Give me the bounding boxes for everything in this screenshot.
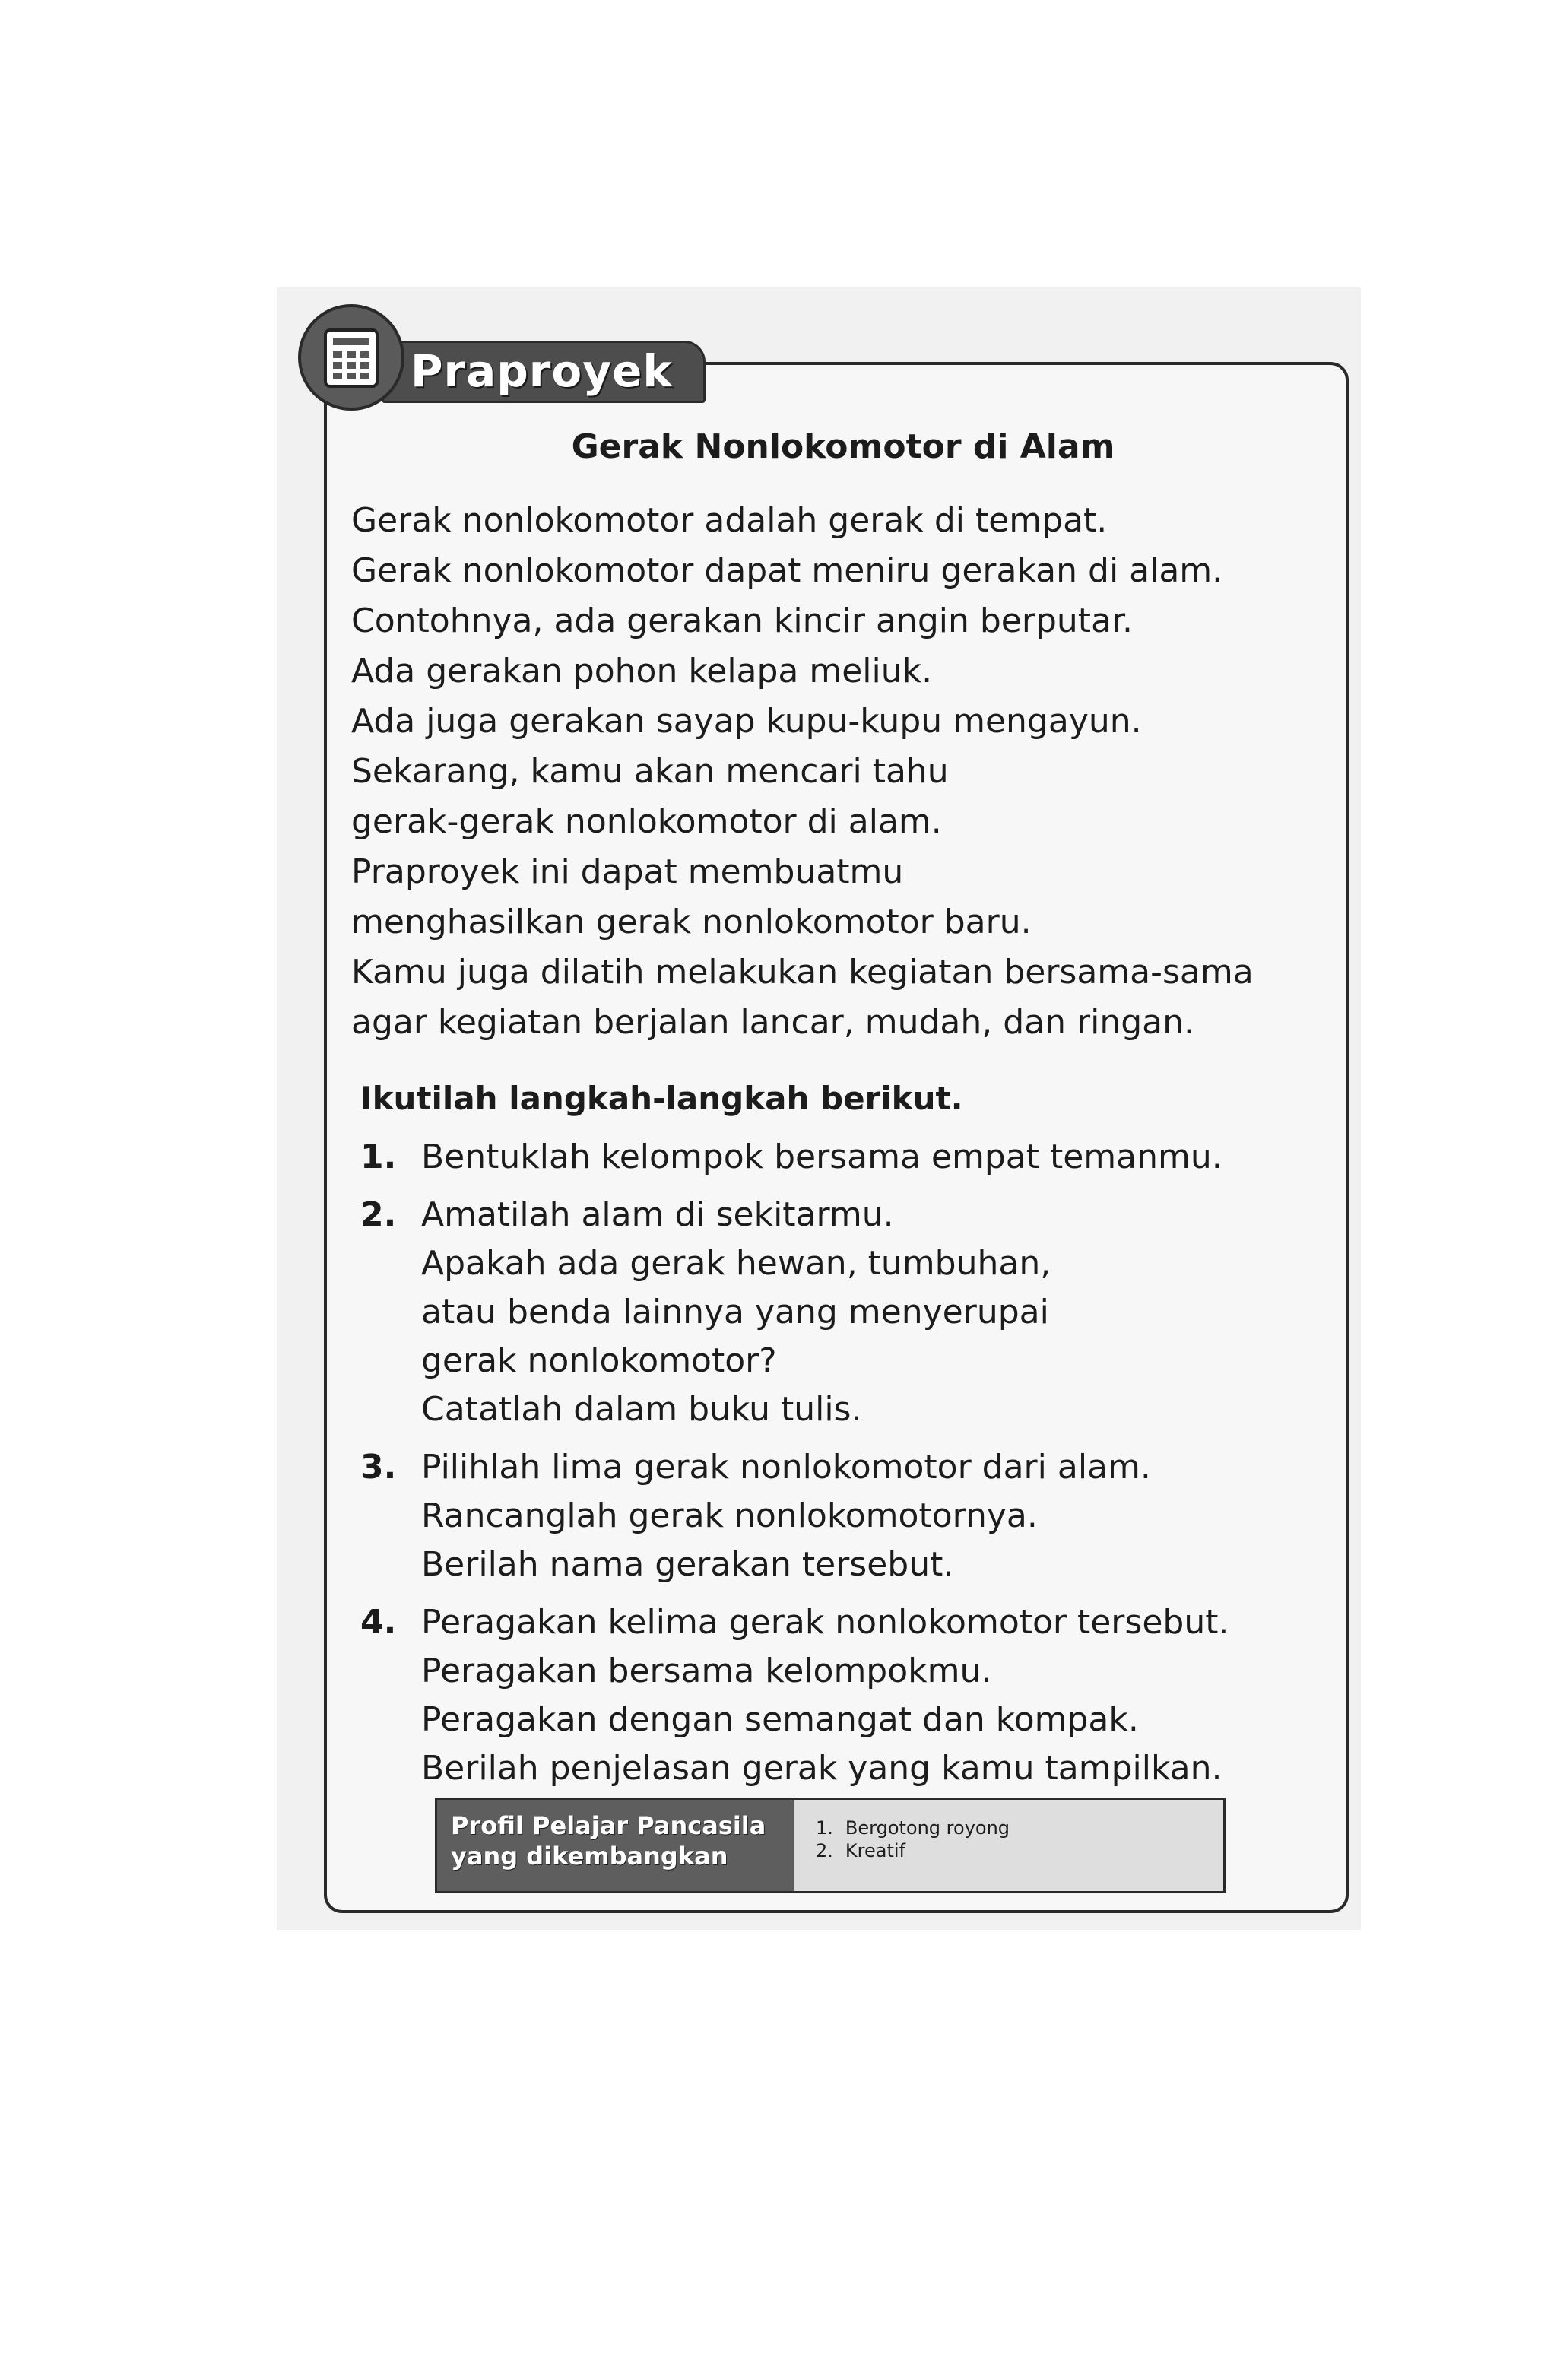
step-item <box>360 1598 1273 1793</box>
step-line: Peragakan dengan semangat dan kompak. <box>421 1700 1139 1739</box>
paragraph-line: Gerak nonlokomotor dapat meniru gerakan di alam. <box>351 551 1223 590</box>
step-item <box>360 1133 1273 1182</box>
paragraph-line: Ada gerakan pohon kelapa meliuk. <box>351 652 933 690</box>
paragraph-line: Gerak nonlokomotor adalah gerak di tempat. <box>351 501 1108 540</box>
paragraph-line: menghasilkan gerak nonlokomotor baru. <box>351 903 1032 941</box>
step-line: Bentuklah kelompok bersama empat temanmu. <box>421 1138 1222 1176</box>
step-number: 2. <box>360 1195 397 1234</box>
paragraph-line: Praproyek ini dapat membuatmu <box>351 852 904 891</box>
profile-item-number: 2. <box>816 1840 833 1861</box>
step-number: 1. <box>360 1138 397 1176</box>
document-grid-icon <box>322 327 380 389</box>
steps-heading: Ikutilah langkah-langkah berikut. <box>360 1080 963 1117</box>
profile-label-line: yang dikembangkan <box>451 1842 728 1871</box>
step-line: atau benda lainnya yang menyerupai <box>421 1293 1049 1331</box>
paragraph-line: Kamu juga dilatih melakukan kegiatan bersama-sama <box>351 953 1254 992</box>
step-number: 3. <box>360 1448 397 1487</box>
paragraph-line: agar kegiatan berjalan lancar, mudah, dan ringan. <box>351 1003 1194 1042</box>
profile-item <box>816 1839 1202 1862</box>
badge-circle <box>298 304 404 411</box>
profile-pelajar-box <box>435 1798 1226 1893</box>
profile-item-text: Bergotong royong <box>845 1817 1010 1839</box>
step-line: Pilihlah lima gerak nonlokomotor dari alam. <box>421 1448 1151 1487</box>
profile-label-line: Profil Pelajar Pancasila <box>451 1811 766 1840</box>
steps-list <box>360 1133 1273 1802</box>
step-item <box>360 1191 1273 1434</box>
profile-items <box>794 1800 1223 1891</box>
intro-paragraph <box>351 496 1302 1048</box>
step-number: 4. <box>360 1603 397 1642</box>
badge-title: Praproyek <box>411 345 673 397</box>
profile-label <box>437 1800 794 1891</box>
step-line: Berilah nama gerakan tersebut. <box>421 1545 954 1584</box>
paragraph-line: Ada juga gerakan sayap kupu-kupu mengayun. <box>351 702 1142 741</box>
step-line: Rancanglah gerak nonlokomotornya. <box>421 1496 1038 1535</box>
step-line: Apakah ada gerak hewan, tumbuhan, <box>421 1244 1051 1283</box>
paragraph-line: Sekarang, kamu akan mencari tahu <box>351 752 949 791</box>
paragraph-line: Contohnya, ada gerakan kincir angin berputar. <box>351 601 1134 640</box>
step-line: Berilah penjelasan gerak yang kamu tampilkan. <box>421 1749 1222 1788</box>
profile-item-number: 1. <box>816 1817 833 1839</box>
step-line: Amatilah alam di sekitarmu. <box>421 1195 894 1234</box>
step-line: Peragakan kelima gerak nonlokomotor tersebut. <box>421 1603 1229 1642</box>
step-line: Catatlah dalam buku tulis. <box>421 1390 862 1429</box>
profile-item-text: Kreatif <box>845 1840 905 1861</box>
profile-item <box>816 1817 1202 1839</box>
paragraph-line: gerak-gerak nonlokomotor di alam. <box>351 802 942 841</box>
step-line: Peragakan bersama kelompokmu. <box>421 1652 992 1690</box>
step-line: gerak nonlokomotor? <box>421 1341 777 1380</box>
page-title: Gerak Nonlokomotor di Alam <box>571 427 1115 466</box>
praproyek-badge <box>298 304 678 409</box>
step-item <box>360 1443 1273 1589</box>
